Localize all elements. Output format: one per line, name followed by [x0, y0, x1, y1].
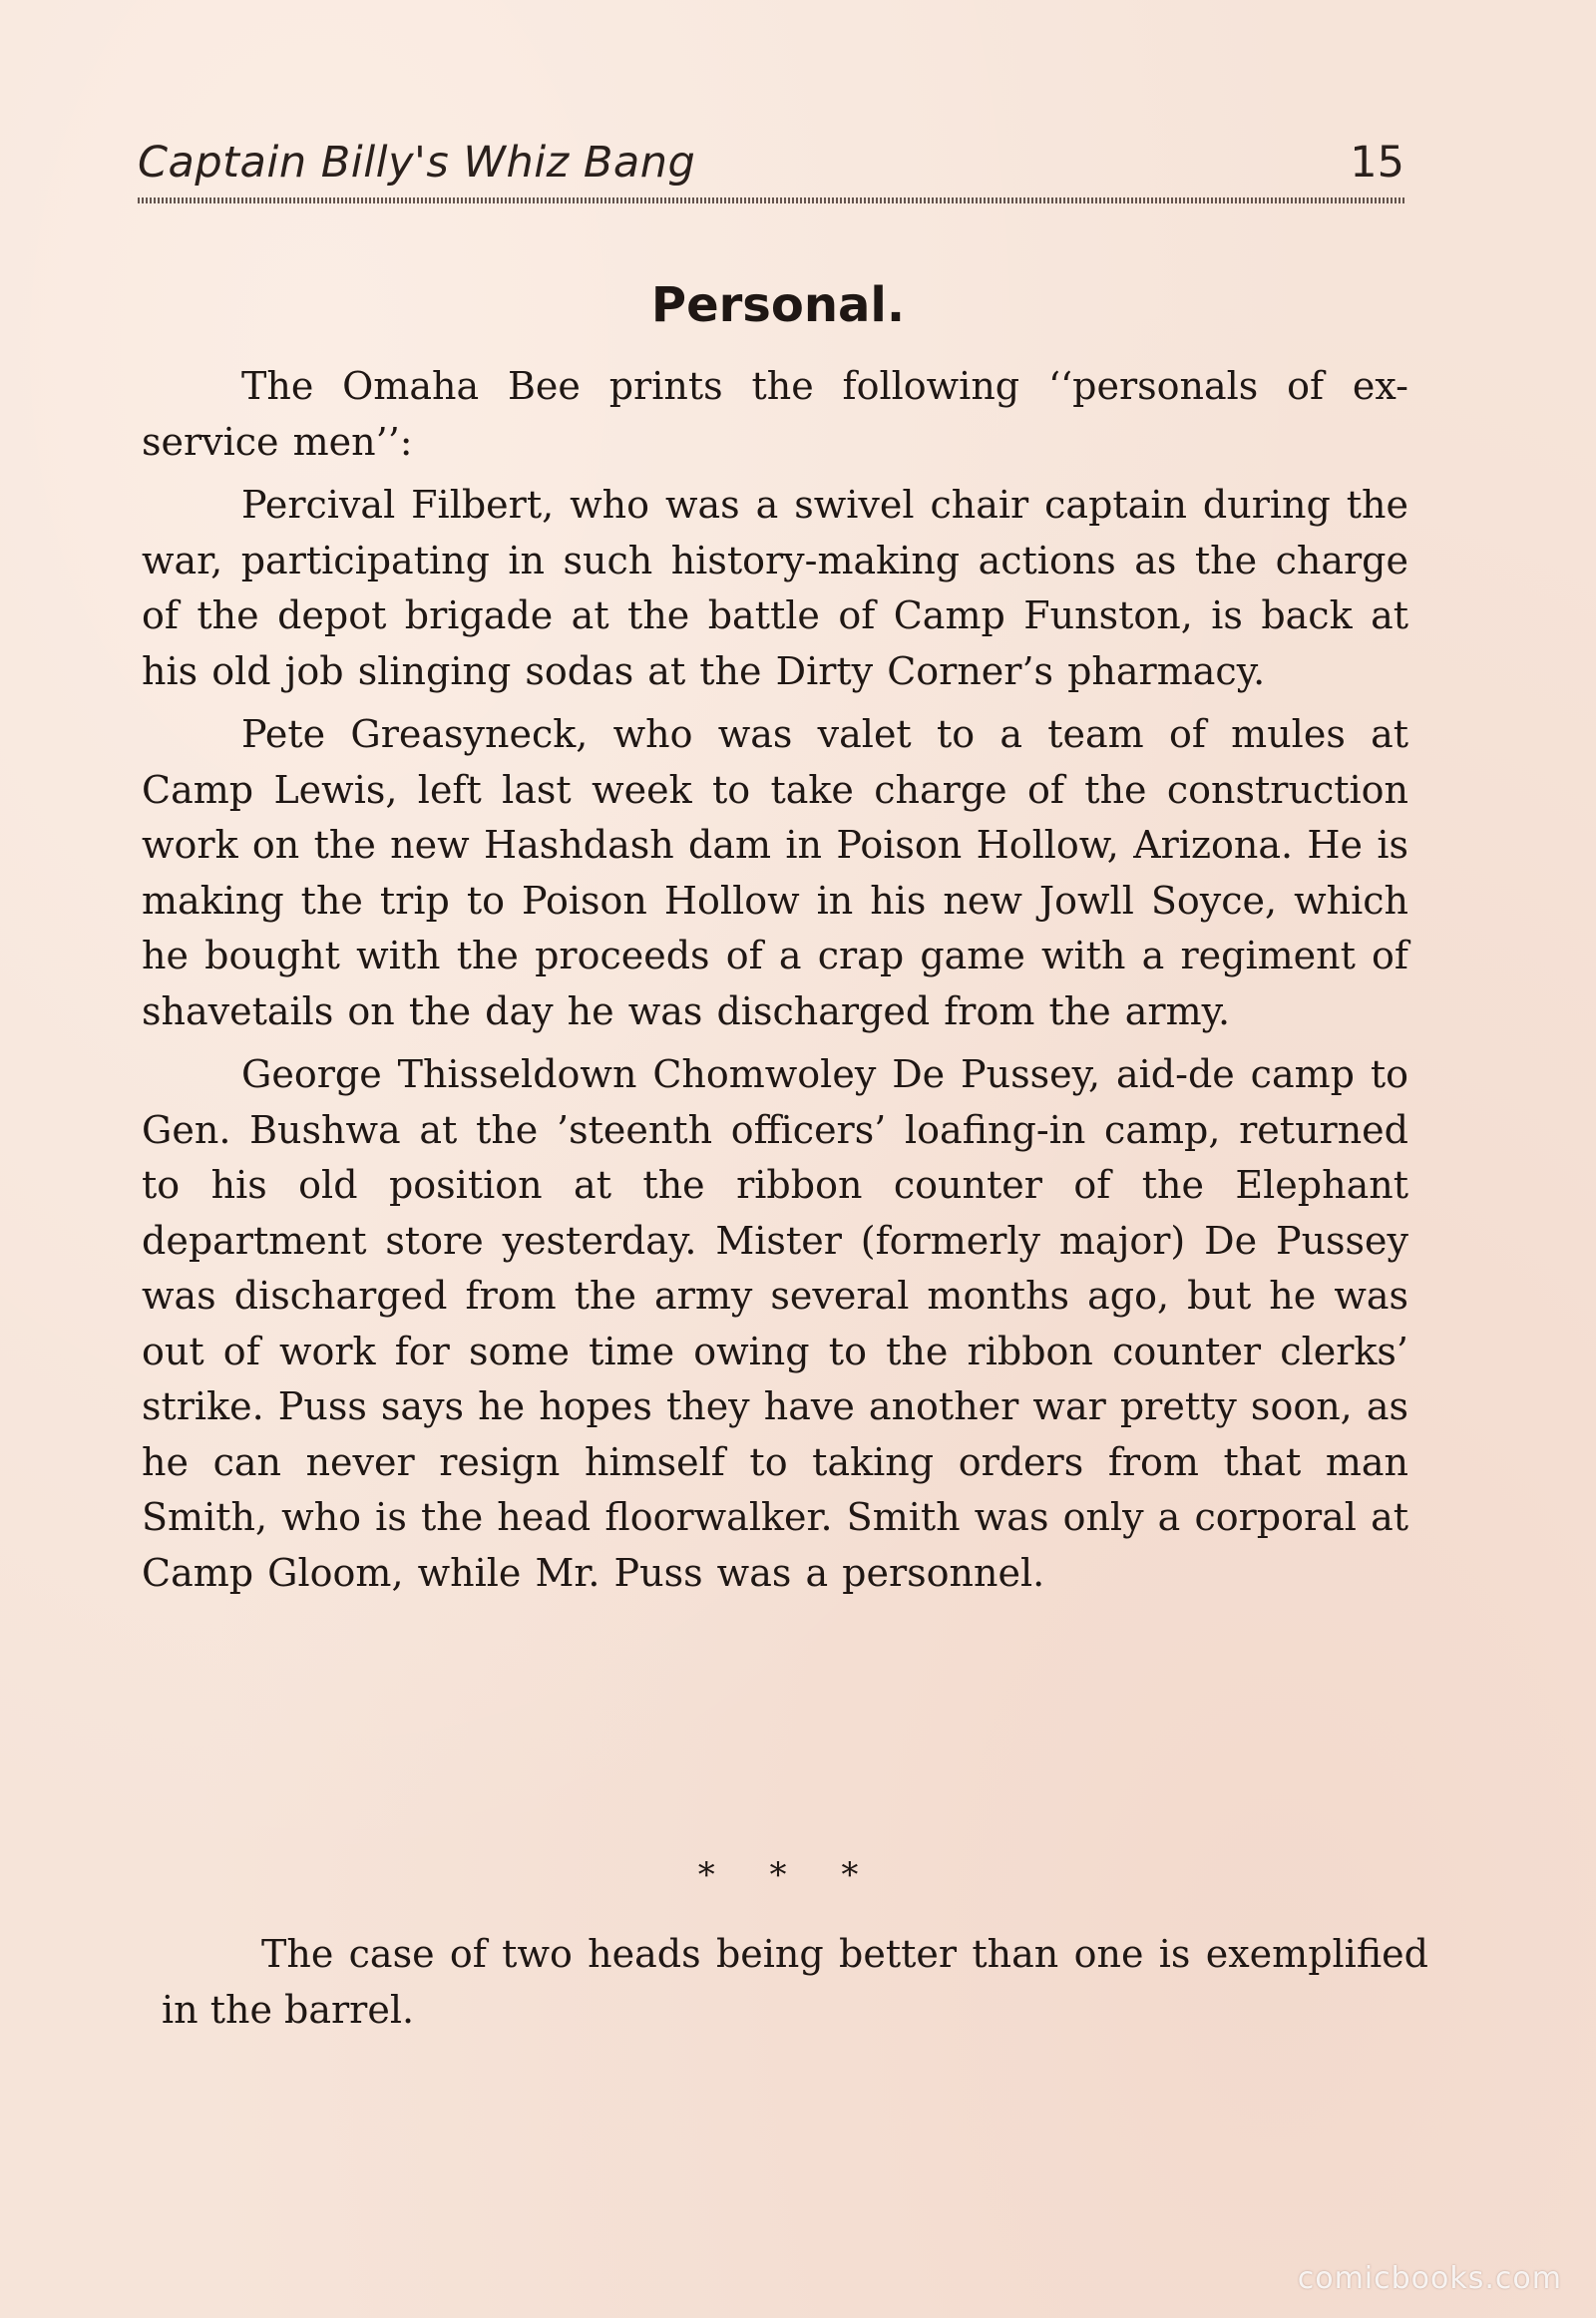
separator-star: *: [769, 1855, 787, 1895]
paragraph-greasyneck: Pete Greasyneck, who was valet to a team of mules at Camp Lewis, left last week to take charge of the construction work on the new Hashdash dam in Poison Hollow, Arizona. He is making the trip to Poison Hollow in his new Jowll Soyce, which he bought with the proceeds of a crap game with a regiment of shavetails on the day he was discharged from the army.: [142, 712, 1408, 1033]
header-rule: [138, 197, 1404, 203]
page-number: 15: [1350, 138, 1404, 188]
article-body: [142, 359, 1408, 1609]
section-separator: [0, 1855, 1556, 1895]
paragraph-intro: The Omaha Bee prints the following ‘‘personals of ex-service men’’:: [142, 364, 1408, 464]
paragraph-de-pussey: George Thisseldown Chomwoley De Pussey, aid-de camp to Gen. Bushwa at the ’steenth officers’ loafing-in camp, returned to his old position at the ribbon counter of the Elephant department store yesterday. Mister (formerly major) De Pussey was discharged from the army several months ago, but he was out of work for some time owing to the ribbon counter clerks’ strike. Puss says he hopes they have another war pretty soon, as he can never resign himself to taking orders from that man Smith, who is the head floorwalker. Smith was only a corporal at Camp Gloom, while Mr. Puss was a personnel.: [142, 1052, 1408, 1595]
running-header: [138, 138, 1404, 197]
watermark: comicbooks.com: [1297, 2261, 1562, 2296]
separator-star: *: [841, 1855, 859, 1895]
separator-star: *: [697, 1855, 715, 1895]
magazine-title: Captain Billy's Whiz Bang: [138, 138, 696, 188]
joke-text: The case of two heads being better than one is exemplified in the barrel.: [162, 1932, 1428, 2032]
paragraph-filbert: Percival Filbert, who was a swivel chair captain during the war, participating in such history-making actions as the charge of the depot brigade at the battle of Camp Funston, is back at his old job slinging sodas at the Dirty Corner’s pharmacy.: [142, 483, 1408, 693]
joke-block: [162, 1927, 1428, 2038]
article-heading: Personal.: [650, 277, 906, 333]
